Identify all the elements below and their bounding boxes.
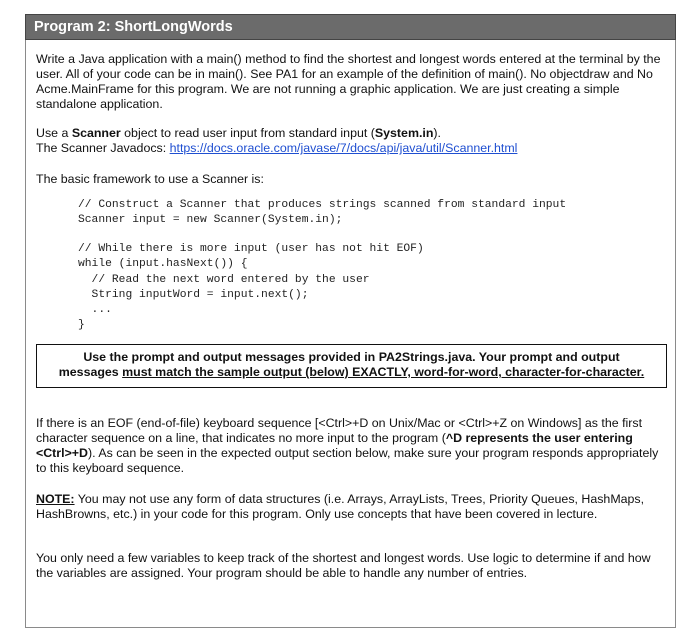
system-in-bold-term: System.in bbox=[374, 126, 434, 140]
eof-paragraph bbox=[36, 416, 666, 476]
notice-line-2-pre: messages bbox=[58, 365, 123, 379]
notice-box bbox=[36, 344, 667, 388]
note-paragraph bbox=[36, 492, 666, 522]
section-header bbox=[25, 14, 676, 40]
scanner-text-pre: Use a bbox=[36, 126, 72, 140]
scanner-text-post: ). bbox=[433, 126, 441, 140]
closing-paragraph: You only need a few variables to keep track of the shortest and longest words. Use logic to determine if and how the variables are assigned. Your program should be able to handle any number of entries. bbox=[36, 551, 651, 580]
eof-text: If there is an EOF (end-of-file) keyboard sequence [<Ctrl>+D on Unix/Mac or <Ctrl>+Z on Windows] as the first character sequence on a line, that indicates no more input to the program ( bbox=[36, 416, 643, 445]
eof-text-post: ). As can be seen in the expected output section below, make sure your program responds appropriately to this keyboard sequence. bbox=[36, 446, 659, 475]
javadocs-label: The Scanner Javadocs: bbox=[36, 141, 170, 155]
note-text: You may not use any form of data structures (i.e. Arrays, ArrayLists, Trees, Priority Queues, HashMaps, HashBrowns, etc.) in your code for this program. Only use concepts that have been covered in lecture. bbox=[36, 492, 645, 521]
scanner-javadocs-link[interactable]: https://docs.oracle.com/javase/7/docs/api/java/util/Scanner.html bbox=[169, 141, 518, 155]
code-block-scanner: // Construct a Scanner that produces strings scanned from standard input Scanner input = new Scanner(System.in); bbox=[78, 199, 567, 227]
framework-label: The basic framework to use a Scanner is: bbox=[36, 172, 264, 186]
notice-line-1: Use the prompt and output messages provided in PA2Strings.java. Your prompt and output bbox=[83, 350, 620, 364]
scanner-text-mid: object to read user input from standard input ( bbox=[120, 126, 375, 140]
scanner-paragraph bbox=[36, 126, 666, 156]
scanner-bold-term: Scanner bbox=[71, 126, 121, 140]
notice-line-2-underlined: must match the sample output (below) EXACTLY, word-for-word, character-for-character. bbox=[122, 365, 645, 379]
note-label: NOTE: bbox=[36, 492, 75, 506]
eof-bold-text: ^D represents the user entering <Ctrl>+D bbox=[36, 431, 633, 460]
code-block-loop: // While there is more input (user has not hit EOF) while (input.hasNext()) { // Read the next word entered by the user String inputWord = input.next(); ... } bbox=[78, 243, 424, 332]
page-title: Program 2: ShortLongWords bbox=[34, 19, 233, 35]
intro-paragraph: Write a Java application with a main() method to find the shortest and longest words entered at the terminal by the user. All of your code can be in main(). See PA1 for an example of the definition of main(). No objectdraw and No Acme.MainFrame for this program. We are not running a graphic application. We are just creating a simple standalone application. bbox=[36, 52, 661, 111]
